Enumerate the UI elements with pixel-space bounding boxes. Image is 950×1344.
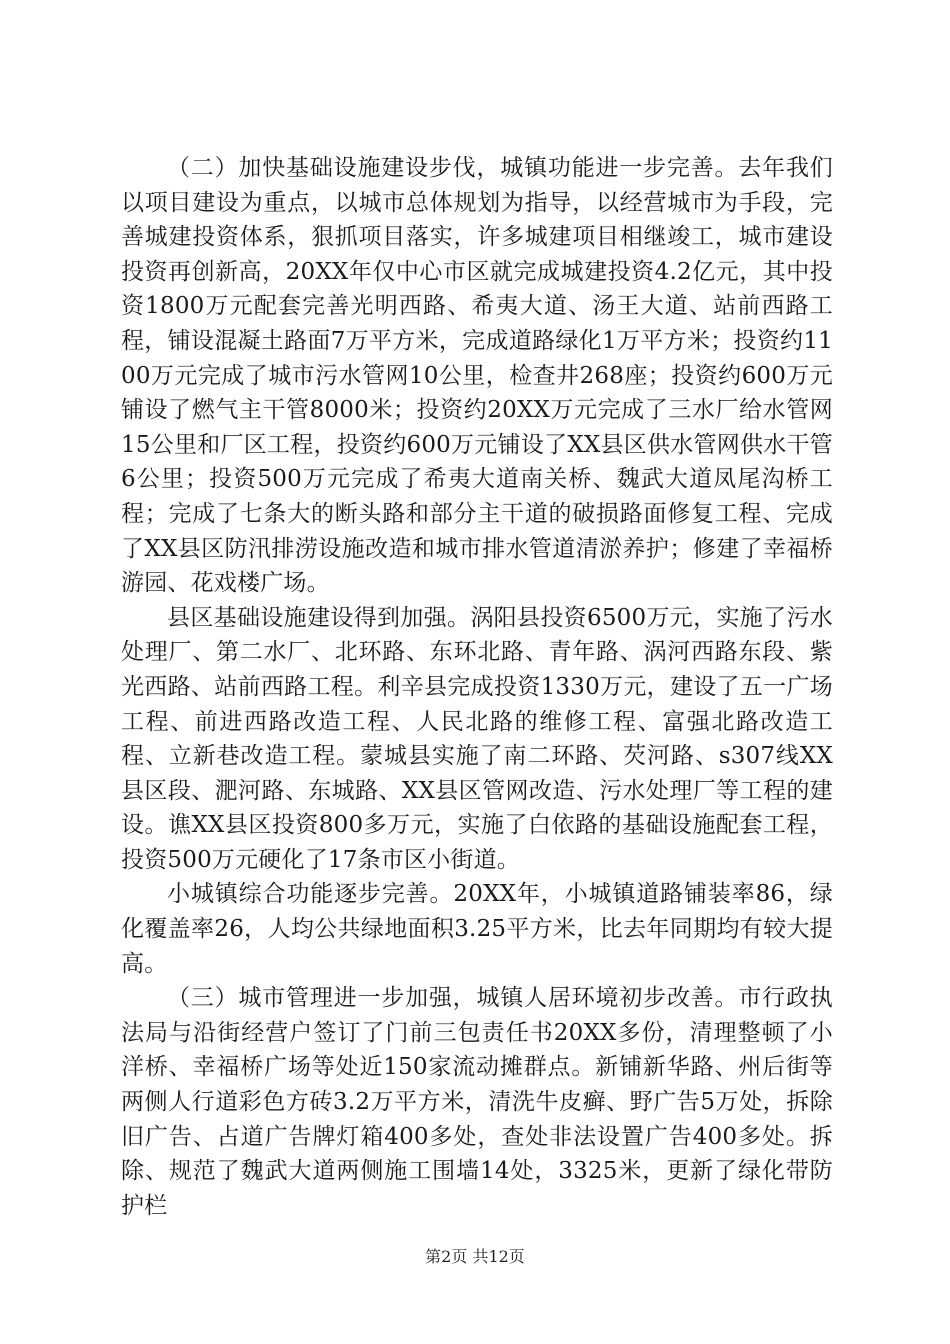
paragraph-city-management: （三）城市管理进一步加强，城镇人居环境初步改善。市行政执法局与沿街经营户签订了门前三包责任书20XX多份，清理整顿了小洋桥、幸福桥广场等处近150家流动摊群点。新铺新华路、州后街等两侧人行道彩色方砖3.2万平方米，清洗牛皮癣、野广告5万处，拆除旧广告、占道广告牌灯箱400多处，查处非法设置广告400多处。拆除、规范了魏武大道两侧施工围墙14处，3325米，更新了绿化带防护栏	[121, 985, 833, 1219]
paragraph-county-infrastructure: 县区基础设施建设得到加强。涡阳县投资6500万元，实施了污水处理厂、第二水厂、北环路、东环北路、青年路、涡河西路东段、紫光西路、站前西路工程。利辛县完成投资1330万元，建设了五一广场工程、前进西路改造工程、人民北路的维修工程、富强北路改造工程、立新巷改造工程。蒙城县实施了南二环路、芡河路、s307线XX县区段、淝河路、东城路、XX县区管网改造、污水处理厂等工程的建设。谯XX县区投资800多万元，实施了白依路的基础设施配套工程，投资500万元硬化了17条市区小街道。	[121, 604, 833, 873]
page-number-footer: 第2页 共12页	[425, 1247, 525, 1266]
document-body	[121, 151, 833, 1223]
paragraph-small-towns: 小城镇综合功能逐步完善。20XX年，小城镇道路铺装率86，绿化覆盖率26，人均公共绿地面积3.25平方米，比去年同期均有较大提高。	[121, 881, 833, 977]
paragraph-infrastructure: （二）加快基础设施建设步伐，城镇功能进一步完善。去年我们以项目建设为重点，以城市总体规划为指导，以经营城市为手段，完善城建投资体系，狠抓项目落实，许多城建项目相继竣工，城市建设投资再创新高，20XX年仅中心市区就完成城建投资4.2亿元，其中投资1800万元配套完善光明西路、希夷大道、汤王大道、站前西路工程，铺设混凝土路面7万平方米，完成道路绿化1万平方米；投资约1100万元完成了城市污水管网10公里，检查井268座；投资约600万元铺设了燃气主干管8000米；投资约20XX万元完成了三水厂给水管网15公里和厂区工程，投资约600万元铺设了XX县区供水管网供水干管6公里；投资500万元完成了希夷大道南关桥、魏武大道凤尾沟桥工程；完成了七条大的断头路和部分主干道的破损路面修复工程、完成了XX县区防汛排涝设施改造和城市排水管道清淤养护；修建了幸福桥游园、花戏楼广场。	[121, 155, 833, 597]
